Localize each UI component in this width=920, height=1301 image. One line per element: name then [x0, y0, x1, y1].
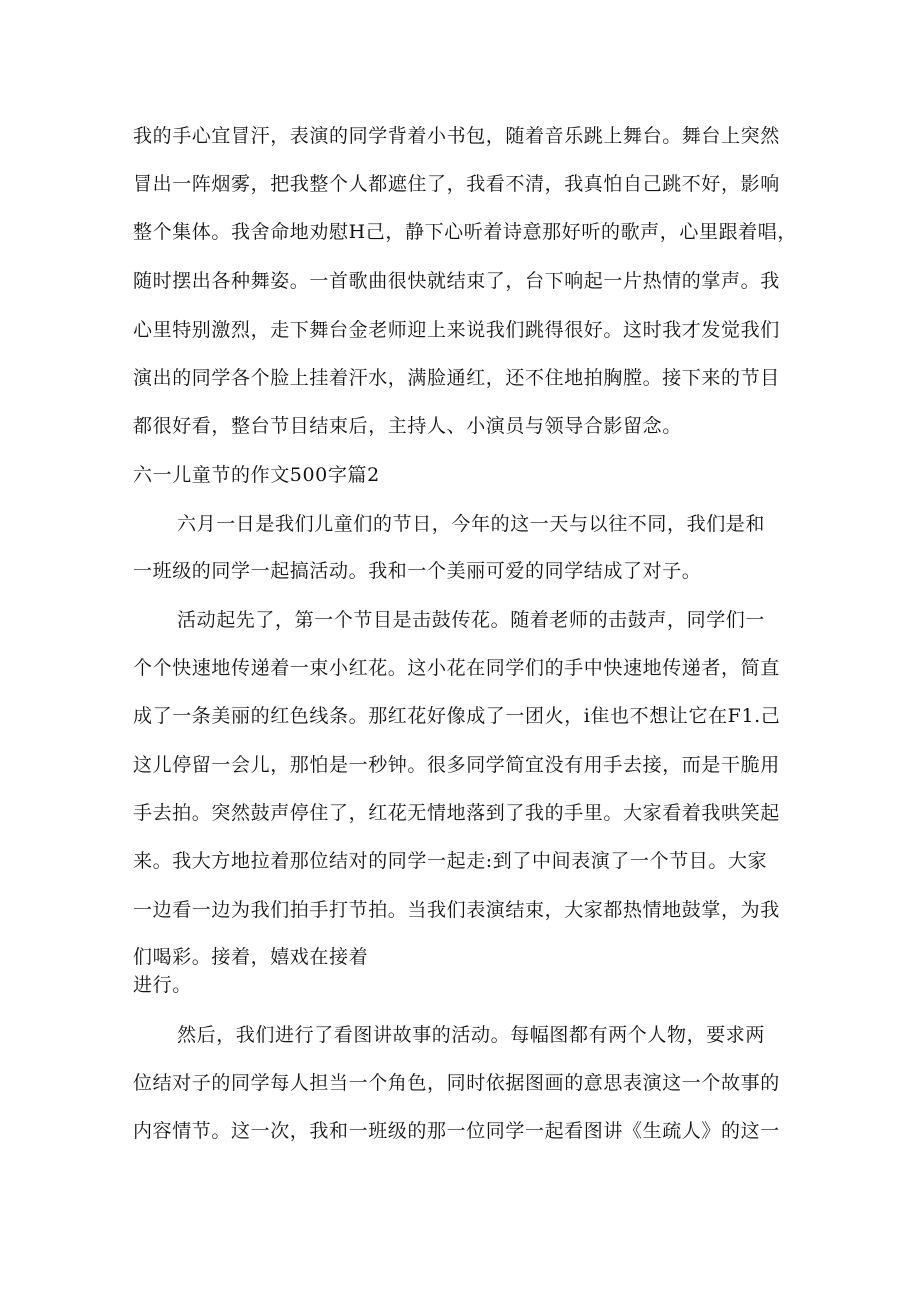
paragraph-line: 六月一日是我们儿童们的节日，今年的这一天与以往不同，我们是和	[177, 513, 766, 535]
paragraph-line: 然后，我们进行了看图讲故事的活动。每幅图都有两个人物，要求两	[177, 1024, 766, 1046]
paragraph-line: 位结对子的同学每人担当一个角色，同时依据图画的意思表演这一个故事的	[133, 1072, 780, 1094]
paragraph-line: 演出的同学各个脸上挂着汗水，满脸通红，还不住地拍胸膛。接下来的节目	[133, 367, 780, 389]
paragraph-line: 整个集体。我舍命地劝慰H己，静下心听着诗意那好听的歌声，心里跟着唱，	[133, 221, 797, 243]
paragraph-line: 都很好看，整台节目结束后，主持人、小演员与领导合影留念。	[133, 415, 682, 437]
paragraph-line: 个个快速地传递着一束小红花。这小花在同学们的手中快速地传递者，简直	[133, 657, 780, 679]
paragraph-line: 成了一条美丽的红色线条。那红花好像成了一团火，i隹也不想让它在F1.己	[133, 705, 781, 727]
paragraph-line: 随时摆出各种舞姿。一首歌曲很快就结束了，台下响起一片热情的掌声。我	[133, 270, 780, 292]
paragraph-line: 一班级的同学一起搞活动。我和一个美丽可爱的同学结成了对子。	[133, 560, 702, 582]
paragraph-line: 这儿停留一会儿，那怕是一秒钟。很多同学简宜没有用手去接，而是干脆用	[133, 754, 780, 776]
paragraph-line: 一边看一边为我们拍手打节拍。当我们表演结束，大家都热情地鼓掌，为我	[133, 899, 780, 921]
paragraph-line: 我的手心宜冒汗，表演的同学背着小书包，随着音乐跳上舞台。舞台上突然	[133, 125, 780, 147]
paragraph-line: 心里特别激烈，走下舞台金老师迎上来说我们跳得很好。这时我才发觉我们	[133, 319, 780, 341]
paragraph-line: 手去拍。突然鼓声停住了，红花无情地落到了我的手里。大家看着我哄笑起	[133, 802, 780, 824]
section-heading: 六一儿童节的作文500字篇2	[133, 464, 380, 486]
paragraph-line: 进行。	[133, 974, 192, 996]
paragraph-line: 来。我大方地拉着那位结对的同学一起走:到了中间表演了一个节目。大家	[133, 850, 768, 872]
paragraph-line: 活动起先了，第一个节目是击鼓传花。随着老师的击鼓声，同学们一	[177, 609, 766, 631]
paragraph-line: 们喝彩。接着，嬉戏在接着	[133, 946, 369, 968]
paragraph-line: 内容情节。这一次，我和一班级的那一位同学一起看图讲《生疏人》的这一	[133, 1120, 780, 1142]
paragraph-line: 冒出一阵烟雾，把我整个人都遮住了，我看不清，我真怕自己跳不好，影响	[133, 173, 780, 195]
